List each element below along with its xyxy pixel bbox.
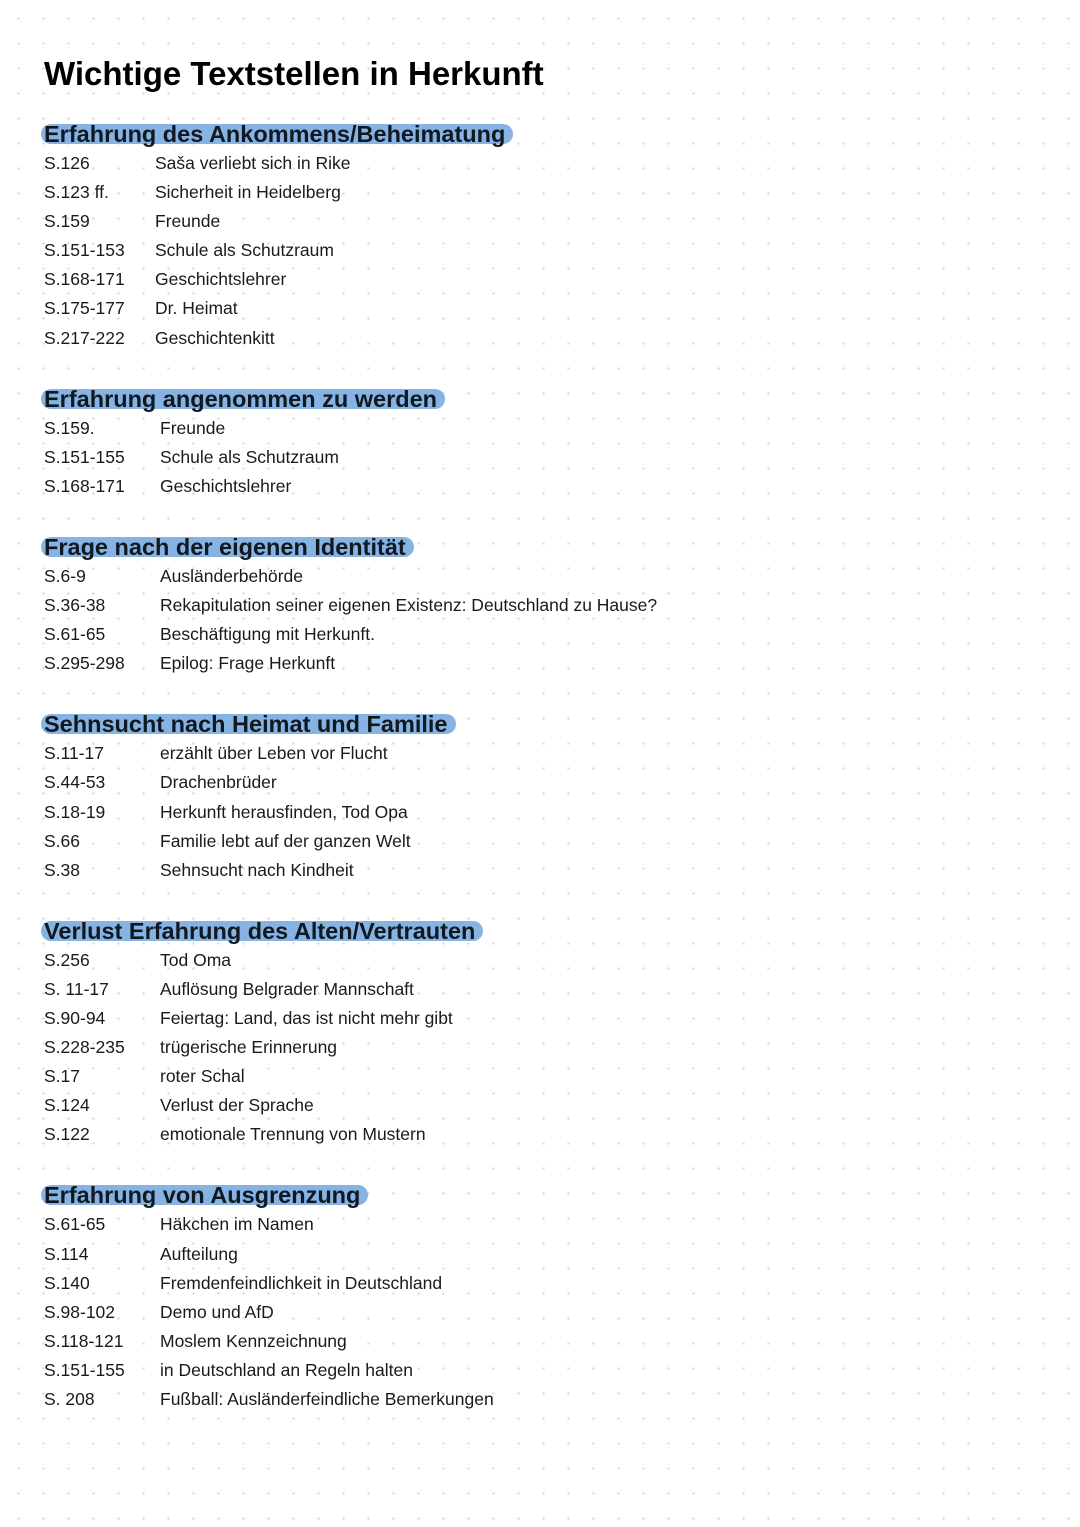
section-heading: Verlust Erfahrung des Alten/Vertrauten [44, 916, 481, 946]
section-sehnsucht [44, 709, 1044, 884]
page-reference: S.168-171 [44, 475, 125, 496]
page-title: Wichtige Textstellen in Herkunft [44, 55, 544, 92]
page-reference: S. 208 [44, 1389, 95, 1409]
reference-description: trügerische Erinnerung [160, 1037, 338, 1058]
reference-row [44, 236, 1044, 265]
reference-row [44, 1120, 1044, 1149]
reference-row [44, 649, 1044, 678]
reference-description: Saša verliebt sich in Rike [155, 153, 351, 173]
reference-row [44, 1004, 1044, 1033]
reference-row [44, 562, 1044, 591]
reference-description: Freunde [155, 211, 221, 232]
reference-description: erzählt über Leben vor Flucht [160, 743, 388, 764]
reference-row [44, 1298, 1044, 1327]
reference-description: Auflösung Belgrader Mannschaft [160, 978, 414, 999]
reference-description: Freunde [160, 417, 226, 438]
page-reference: S.168-171 [44, 269, 125, 290]
reference-description: Verlust der Sprache [160, 1095, 314, 1116]
page-reference: S.256 [44, 949, 90, 970]
reference-list [44, 946, 1044, 1150]
page-reference: S.124 [44, 1095, 90, 1116]
reference-description: Aufteilung [160, 1243, 238, 1264]
page-reference: S.175-177 [44, 298, 125, 319]
section-heading: Erfahrung von Ausgrenzung [44, 1180, 366, 1210]
reference-description: Geschichtenkitt [155, 327, 275, 348]
page-reference: S.98-102 [44, 1301, 116, 1322]
reference-description: Epilog: Frage Herkunft [160, 653, 336, 674]
reference-row [44, 975, 1044, 1004]
page-reference: S.140 [44, 1272, 90, 1293]
section-ankommen [44, 119, 1044, 353]
reference-description: Familie lebt auf der ganzen Welt [160, 830, 411, 851]
reference-row [44, 856, 1044, 885]
reference-row [44, 414, 1044, 443]
page-reference: S.228-235 [44, 1037, 125, 1058]
section-heading: Sehnsucht nach Heimat und Familie [44, 709, 454, 739]
reference-row [44, 324, 1044, 353]
page-reference: S.118-121 [44, 1330, 124, 1351]
reference-description: Fremdenfeindlichkeit in Deutschland [160, 1272, 443, 1293]
reference-row [44, 207, 1044, 236]
reference-description: Dr. Heimat [155, 298, 238, 319]
reference-list [44, 414, 1044, 501]
page-reference: S.18-19 [44, 801, 106, 822]
reference-row [44, 1033, 1044, 1062]
page-reference: S.159. [44, 417, 95, 438]
section-identitaet [44, 532, 1044, 678]
page-reference: S.61-65 [44, 624, 106, 645]
reference-list [44, 1210, 1044, 1414]
page-reference: S.122 [44, 1124, 90, 1145]
section-ausgrenzung [44, 1180, 1044, 1414]
reference-row [44, 827, 1044, 856]
page-reference: S.151-155 [44, 446, 125, 467]
reference-description: Tod Oma [160, 949, 231, 970]
page-reference: S.217-222 [44, 327, 125, 348]
reference-row [44, 472, 1044, 501]
page-reference: S.114 [44, 1243, 89, 1264]
reference-row [44, 1240, 1044, 1269]
reference-description: Geschichtslehrer [160, 475, 292, 496]
reference-description: Sehnsucht nach Kindheit [160, 859, 354, 880]
reference-row [44, 620, 1044, 649]
reference-description: Fußball: Ausländerfeindliche Bemerkungen [160, 1389, 494, 1409]
reference-description: Schule als Schutzraum [155, 240, 334, 261]
page-reference: S.38 [44, 859, 80, 880]
reference-description: Feiertag: Land, das ist nicht mehr gibt [160, 1007, 453, 1028]
reference-row [44, 1062, 1044, 1091]
page-reference: S.44-53 [44, 772, 106, 793]
section-heading: Frage nach der eigenen Identität [44, 532, 412, 562]
reference-description: Ausländerbehörde [160, 565, 304, 586]
section-heading: Erfahrung angenommen zu werden [44, 384, 443, 414]
reference-description: roter Schal [160, 1066, 245, 1087]
document-page [44, 52, 1044, 1445]
reference-row [44, 149, 1044, 178]
reference-list [44, 739, 1044, 884]
reference-row [44, 1091, 1044, 1120]
page-reference: S.11-17 [44, 743, 104, 764]
reference-row [44, 265, 1044, 294]
reference-row [44, 1210, 1044, 1239]
reference-row [44, 294, 1044, 323]
reference-row [44, 178, 1044, 207]
reference-description: Drachenbrüder [160, 772, 277, 793]
page-reference: S.151-153 [44, 240, 125, 261]
page-reference: S.295-298 [44, 653, 125, 674]
reference-description: Herkunft herausfinden, Tod Opa [160, 801, 408, 822]
reference-description: emotionale Trennung von Mustern [160, 1124, 426, 1145]
page-reference: S.123 ff. [44, 182, 109, 203]
reference-row [44, 443, 1044, 472]
reference-row [44, 946, 1044, 975]
reference-row [44, 1356, 1044, 1385]
reference-description: in Deutschland an Regeln halten [160, 1359, 413, 1380]
reference-description: Geschichtslehrer [155, 269, 287, 290]
section-verlust [44, 916, 1044, 1150]
page-reference: S.159 [44, 211, 90, 232]
section-heading: Erfahrung des Ankommens/Beheimatung [44, 119, 511, 149]
page-reference: S. 11-17 [44, 978, 109, 999]
reference-row [44, 1327, 1044, 1356]
page-reference: S.6-9 [44, 565, 86, 586]
page-reference: S.17 [44, 1066, 80, 1087]
page-reference: S.126 [44, 153, 90, 173]
reference-description: Schule als Schutzraum [160, 446, 339, 467]
reference-list [44, 562, 1044, 678]
reference-description: Moslem Kennzeichnung [160, 1330, 347, 1351]
reference-description: Sicherheit in Heidelberg [155, 182, 341, 203]
reference-description: Demo und AfD [160, 1301, 274, 1322]
page-reference: S.66 [44, 830, 80, 851]
reference-row [44, 591, 1044, 620]
reference-description: Rekapitulation seiner eigenen Existenz: Deutschland zu Hause? [160, 595, 658, 616]
reference-row [44, 1269, 1044, 1298]
page-reference: S.61-65 [44, 1214, 106, 1235]
reference-row [44, 739, 1044, 768]
reference-row [44, 768, 1044, 797]
page-reference: S.90-94 [44, 1007, 106, 1028]
reference-description: Häkchen im Namen [160, 1214, 314, 1235]
page-reference: S.151-155 [44, 1359, 125, 1380]
reference-description: Beschäftigung mit Herkunft. [160, 624, 375, 645]
section-angenommen [44, 384, 1044, 501]
reference-row [44, 798, 1044, 827]
page-reference: S.36-38 [44, 595, 106, 616]
reference-list [44, 149, 1044, 353]
reference-row [44, 1385, 1044, 1414]
